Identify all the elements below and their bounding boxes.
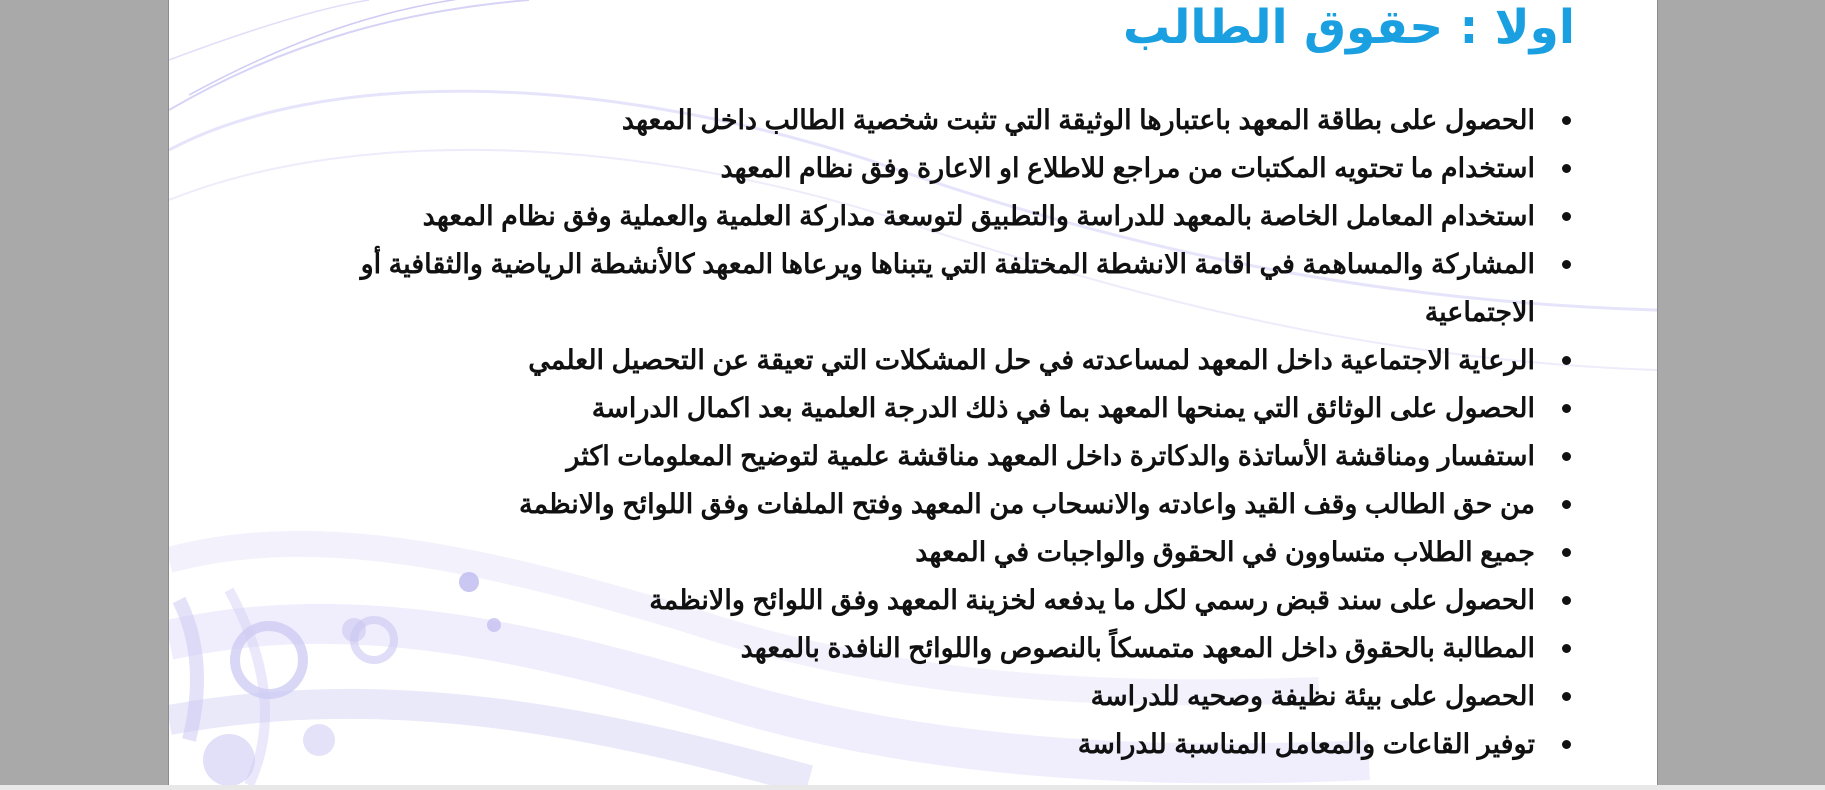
slide-page (168, 0, 1658, 785)
list-item-text: الحصول على بطاقة المعهد باعتبارها الوثيقة التي تثبت شخصية الطالب داخل المعهد (621, 105, 1535, 135)
list-item-text: استخدام ما تحتويه المكتبات من مراجع للاطلاع او الاعارة وفق نظام المعهد (720, 153, 1535, 183)
list-item-text: الحصول على الوثائق التي يمنحها المعهد بما في ذلك الدرجة العلمية بعد اكمال الدراسة (591, 393, 1535, 423)
list-item (235, 528, 1535, 576)
bullet-dot-icon (1562, 596, 1571, 605)
viewer-bottom-strip (0, 785, 1825, 790)
list-item (235, 576, 1535, 624)
bullet-dot-icon (1562, 500, 1571, 509)
list-item (235, 336, 1535, 384)
list-item (235, 432, 1535, 480)
list-item-text: جميع الطلاب متساوون في الحقوق والواجبات في المعهد (915, 537, 1535, 567)
bullet-dot-icon (1562, 452, 1571, 461)
list-item-text: المطالبة بالحقوق داخل المعهد متمسكاً بالنصوص واللوائح النافدة بالمعهد (740, 633, 1535, 663)
list-item-text: الرعاية الاجتماعية داخل المعهد لمساعدته في حل المشكلات التي تعيقة عن التحصيل العلمي (528, 345, 1535, 375)
bullet-dot-icon (1562, 740, 1571, 749)
list-item-text: استفسار ومناقشة الأساتذة والدكاترة داخل المعهد مناقشة علمية لتوضيح المعلومات اكثر (566, 441, 1535, 471)
list-item-text: الحصول على سند قبض رسمي لكل ما يدفعه لخزينة المعهد وفق اللوائح والانظمة (649, 585, 1535, 615)
list-item (235, 672, 1535, 720)
list-item (265, 240, 1535, 336)
bullet-dot-icon (1562, 404, 1571, 413)
bullet-dot-icon (1562, 164, 1571, 173)
list-item (235, 720, 1535, 768)
list-item (235, 480, 1535, 528)
list-item-text: المشاركة والمساهمة في اقامة الانشطة المختلفة التي يتبناها ويرعاها المعهد كالأنشطة الرياضية والثقافية أو الاجتماعية (360, 249, 1535, 327)
bullet-dot-icon (1562, 644, 1571, 653)
bullet-dot-icon (1562, 212, 1571, 221)
list-item (235, 144, 1535, 192)
bullet-dot-icon (1562, 260, 1571, 269)
list-item-text: توفير القاعات والمعامل المناسبة للدراسة (1077, 729, 1535, 759)
bullet-dot-icon (1562, 548, 1571, 557)
list-item (235, 192, 1535, 240)
list-item-text: الحصول على بيئة نظيفة وصحيه للدراسة (1090, 681, 1535, 711)
list-item-text: من حق الطالب وقف القيد واعادته والانسحاب من المعهد وفتح الملفات وفق اللوائح والانظمة (519, 489, 1535, 519)
bullet-dot-icon (1562, 116, 1571, 125)
list-item-text: استخدام المعامل الخاصة بالمعهد للدراسة والتطبيق لتوسعة مداركة العلمية والعملية وفق نظام المعهد (422, 201, 1535, 231)
list-item (235, 384, 1535, 432)
bullet-dot-icon (1562, 356, 1571, 365)
list-item (235, 96, 1535, 144)
rights-list (235, 96, 1535, 768)
list-item (235, 624, 1535, 672)
page-title: اولا : حقوق الطالب (1123, 0, 1575, 55)
bullet-dot-icon (1562, 692, 1571, 701)
